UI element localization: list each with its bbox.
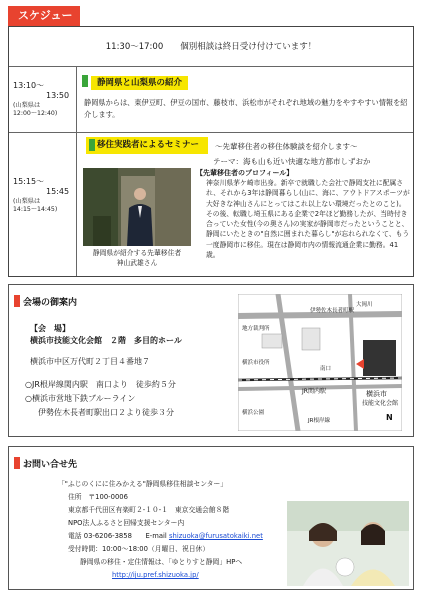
session1-body: 静岡県からは、東伊豆町、伊豆の国市、藤枝市、浜松市がそれぞれ地域の魅力をやすやすい情報を紹介します。 — [84, 98, 408, 119]
schedule-column-divider — [76, 67, 77, 276]
profile-text: 神奈川県茅ケ崎市出身。新卒で就職した会社で静岡支社に配属され、それから3年は静岡暮らし(山に、海に、アウトドアスポーツが大好きな神山さんにとってはこれ以上ない環境だったとのこと)。その後、転職し埼玉県にある企業で2年ほど勤務したが、当時付き合っていた女性(今の奥さん)の実家が静岡市だったということと、静岡にいたときの"自然に囲まれた暮らし"が忘れられなくて、もう一度静岡市に移住。現在は静岡市内の情報流通企業に勤務。41歳。 — [206, 179, 410, 260]
schedule-row-divider — [9, 132, 413, 133]
venue-access-subway-exit: 伊勢佐木長者町駅出口２より徒歩３分 — [38, 408, 174, 417]
session2-title — [86, 137, 208, 154]
schedule-tab: スケジュール — [8, 6, 80, 26]
contact-url-link[interactable]: http://iju.pref.shizuoka.jp/ — [112, 571, 199, 579]
map-label-south: 南口 — [320, 366, 332, 372]
venue-access-subway: ○横浜市営地下鉄ブルーライン — [25, 394, 136, 403]
contact-zip: 住所 〒100-0006 — [68, 493, 128, 501]
session2-subtitle: ～先輩移住者の移住体験談を紹介します～ — [215, 142, 358, 151]
marker-icon — [14, 457, 20, 469]
contact-heading — [14, 452, 77, 471]
venue-access-jr: ○JR根岸線関内駅 南口より 徒歩約５分 — [25, 380, 176, 389]
marker-icon — [89, 139, 95, 151]
contact-hours: 受付時間：10:00～18:00（月曜日、祝日休） — [68, 545, 210, 553]
contact-heading-text: お問い合せ先 — [23, 460, 78, 470]
session1-time-start: 13:10～ — [13, 81, 45, 90]
profile-title: 【先輩移住者のプロフィール】 — [196, 169, 294, 177]
venue-address: 横浜市中区万代町２丁目４番地７ — [30, 357, 150, 366]
session2-yamanashi-note: (山梨県は — [13, 198, 41, 205]
venue-heading-text: 会場の御案内 — [23, 298, 78, 308]
contact-email-link[interactable]: shizuoka@furusatokaiki.net — [168, 532, 263, 540]
session2-yamanashi-time: 14:15～14:45) — [13, 206, 58, 213]
session1-time-end: 13:50 — [46, 91, 70, 100]
photo-caption-line1: 静岡県が紹介する先輩移住者 — [92, 249, 182, 257]
session2-time-end: 15:45 — [46, 187, 70, 196]
session1-title-text: 静岡県と山梨県の紹介 — [91, 76, 188, 90]
map-label-isezaki: 伊勢佐木長者町駅 — [310, 308, 355, 314]
map-label-park: 横浜公園 — [242, 410, 265, 416]
map-label-line: JR根岸線 — [308, 418, 330, 424]
map-label-station: JR関内駅 — [302, 388, 326, 395]
speaker-photo — [83, 168, 191, 246]
venue-map — [238, 294, 402, 431]
contact-address2: NPO法人ふるさと回帰支援センター内 — [68, 519, 185, 527]
session2-title-text: 移住実践者によるセミナー — [97, 140, 200, 150]
contact-info: 静岡県の移住・定住情報は、「ゆとりすと静岡」HPへ — [80, 558, 243, 566]
venue-label: 【会 場】 — [30, 324, 70, 333]
contact-address1: 東京都千代田区有楽町２-１０-１ 東京交通会館８階 — [68, 506, 230, 514]
session2-theme: テーマ：海も山も近い快適な地方都市しずおか — [213, 157, 371, 166]
map-label-city: 横浜市役所 — [242, 360, 270, 366]
photo-caption-line2: 神山武雄さん — [116, 259, 158, 267]
session1-yamanashi-note: (山梨県は — [13, 102, 41, 109]
map-label-hall: 横浜市 — [366, 390, 387, 398]
map-north-label: N — [386, 413, 393, 422]
venue-name: 横浜市技能文化会館 ２階 多目的ホール — [30, 336, 182, 345]
session1-yamanashi-time: 12:00～12:40) — [13, 110, 58, 117]
marker-icon — [82, 75, 88, 87]
contact-tel-text: 電話 03-6206-3858 E-mail — [68, 532, 169, 540]
staff-photo — [287, 501, 409, 586]
map-label-river: 大岡川 — [356, 302, 373, 308]
contact-org: 「"ふじのくにに住みかえる"静岡県移住相談センター」 — [58, 480, 228, 488]
map-label-hall-2: 技能文化会館 — [362, 400, 399, 407]
map-label-court: 地方裁判所 — [242, 326, 270, 332]
contact-tel — [68, 531, 263, 542]
session2-time-start: 15:15～ — [13, 177, 45, 186]
photo-caption — [83, 248, 191, 268]
venue-heading — [14, 290, 77, 309]
marker-icon — [14, 295, 20, 307]
session1-title — [82, 70, 188, 89]
opening-hours: 11:30～17:00 個別相談は終日受け付けています！ — [9, 27, 413, 67]
